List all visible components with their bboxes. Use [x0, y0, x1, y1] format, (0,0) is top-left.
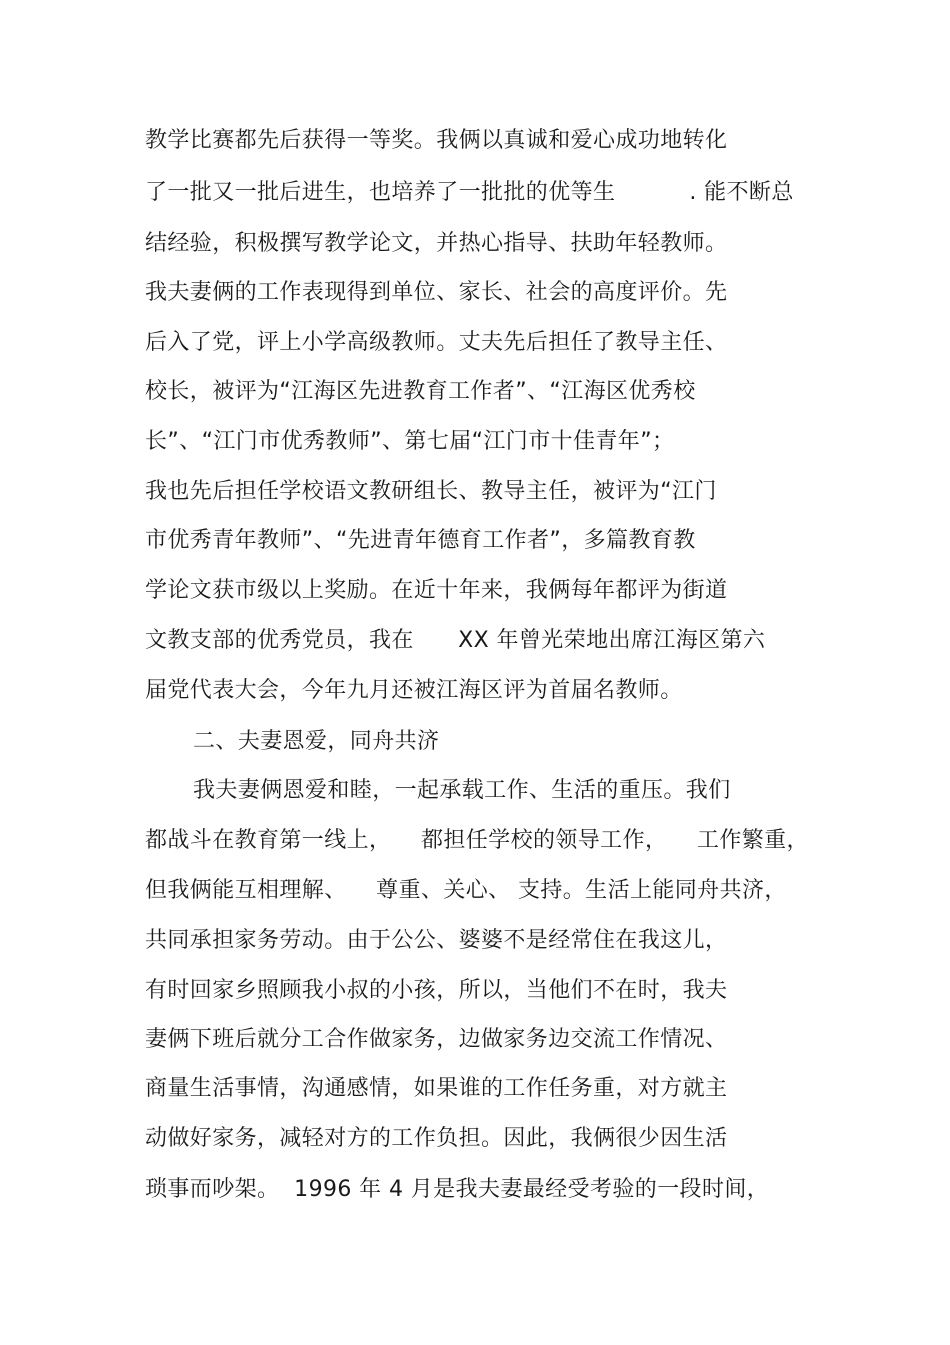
body-text-line: 校长，被评为“江海区先进教育工作者”、“江海区优秀校: [145, 379, 696, 404]
body-text-line: 我也先后担任学校语文教研组长、教导主任，被评为“江门: [145, 479, 717, 504]
body-text-line: 但我俩能互相理解、 尊重、关心、 支持。生活上能同舟共济，: [145, 878, 787, 903]
body-text-line: 琐事而吵架。 1996 年 4 月是我夫妻最经受考验的一段时间，: [145, 1177, 770, 1202]
body-text-line: 届党代表大会，今年九月还被江海区评为首届名教师。: [145, 678, 683, 703]
body-text-line: 了一批又一批后进生，也培养了一批批的优等生 . 能不断总: [145, 180, 794, 205]
body-text-line: 商量生活事情，沟通感情，如果谁的工作任务重，对方就主: [145, 1076, 728, 1101]
body-text-line: 后入了党，评上小学高级教师。丈夫先后担任了教导主任、: [145, 330, 728, 355]
body-text-line: 市优秀青年教师”、“先进青年德育工作者”，多篇教育教: [145, 528, 696, 553]
section-heading: 二、夫妻恩爱，同舟共济: [193, 729, 440, 754]
body-text-line: 文教支部的优秀党员，我在 XX 年曾光荣地出席江海区第六: [145, 628, 766, 653]
body-text-line: 都战斗在教育第一线上， 都担任学校的领导工作， 工作繁重，: [145, 828, 809, 853]
body-text-line: 结经验，积极撰写教学论文，并热心指导、扶助年轻教师。: [145, 231, 728, 256]
body-text-line: 我夫妻俩的工作表现得到单位、家长、社会的高度评价。先: [145, 280, 728, 305]
body-text-line: 动做好家务，减轻对方的工作负担。因此，我俩很少因生活: [145, 1126, 728, 1151]
paragraph-first-line: 我夫妻俩恩爱和睦，一起承载工作、生活的重压。我们: [193, 778, 731, 803]
body-text-line: 共同承担家务劳动。由于公公、婆婆不是经常住在我这儿，: [145, 928, 728, 953]
body-text-line: 长”、“江门市优秀教师”、第七届“江门市十佳青年”；: [145, 429, 675, 454]
body-text-line: 有时回家乡照顾我小叔的小孩，所以，当他们不在时，我夫: [145, 978, 728, 1003]
body-text-line: 学论文获市级以上奖励。在近十年来，我俩每年都评为街道: [145, 578, 728, 603]
body-text-line: 妻俩下班后就分工合作做家务，边做家务边交流工作情况、: [145, 1027, 728, 1052]
body-text-line: 教学比赛都先后获得一等奖。我俩以真诚和爱心成功地转化: [145, 128, 728, 153]
